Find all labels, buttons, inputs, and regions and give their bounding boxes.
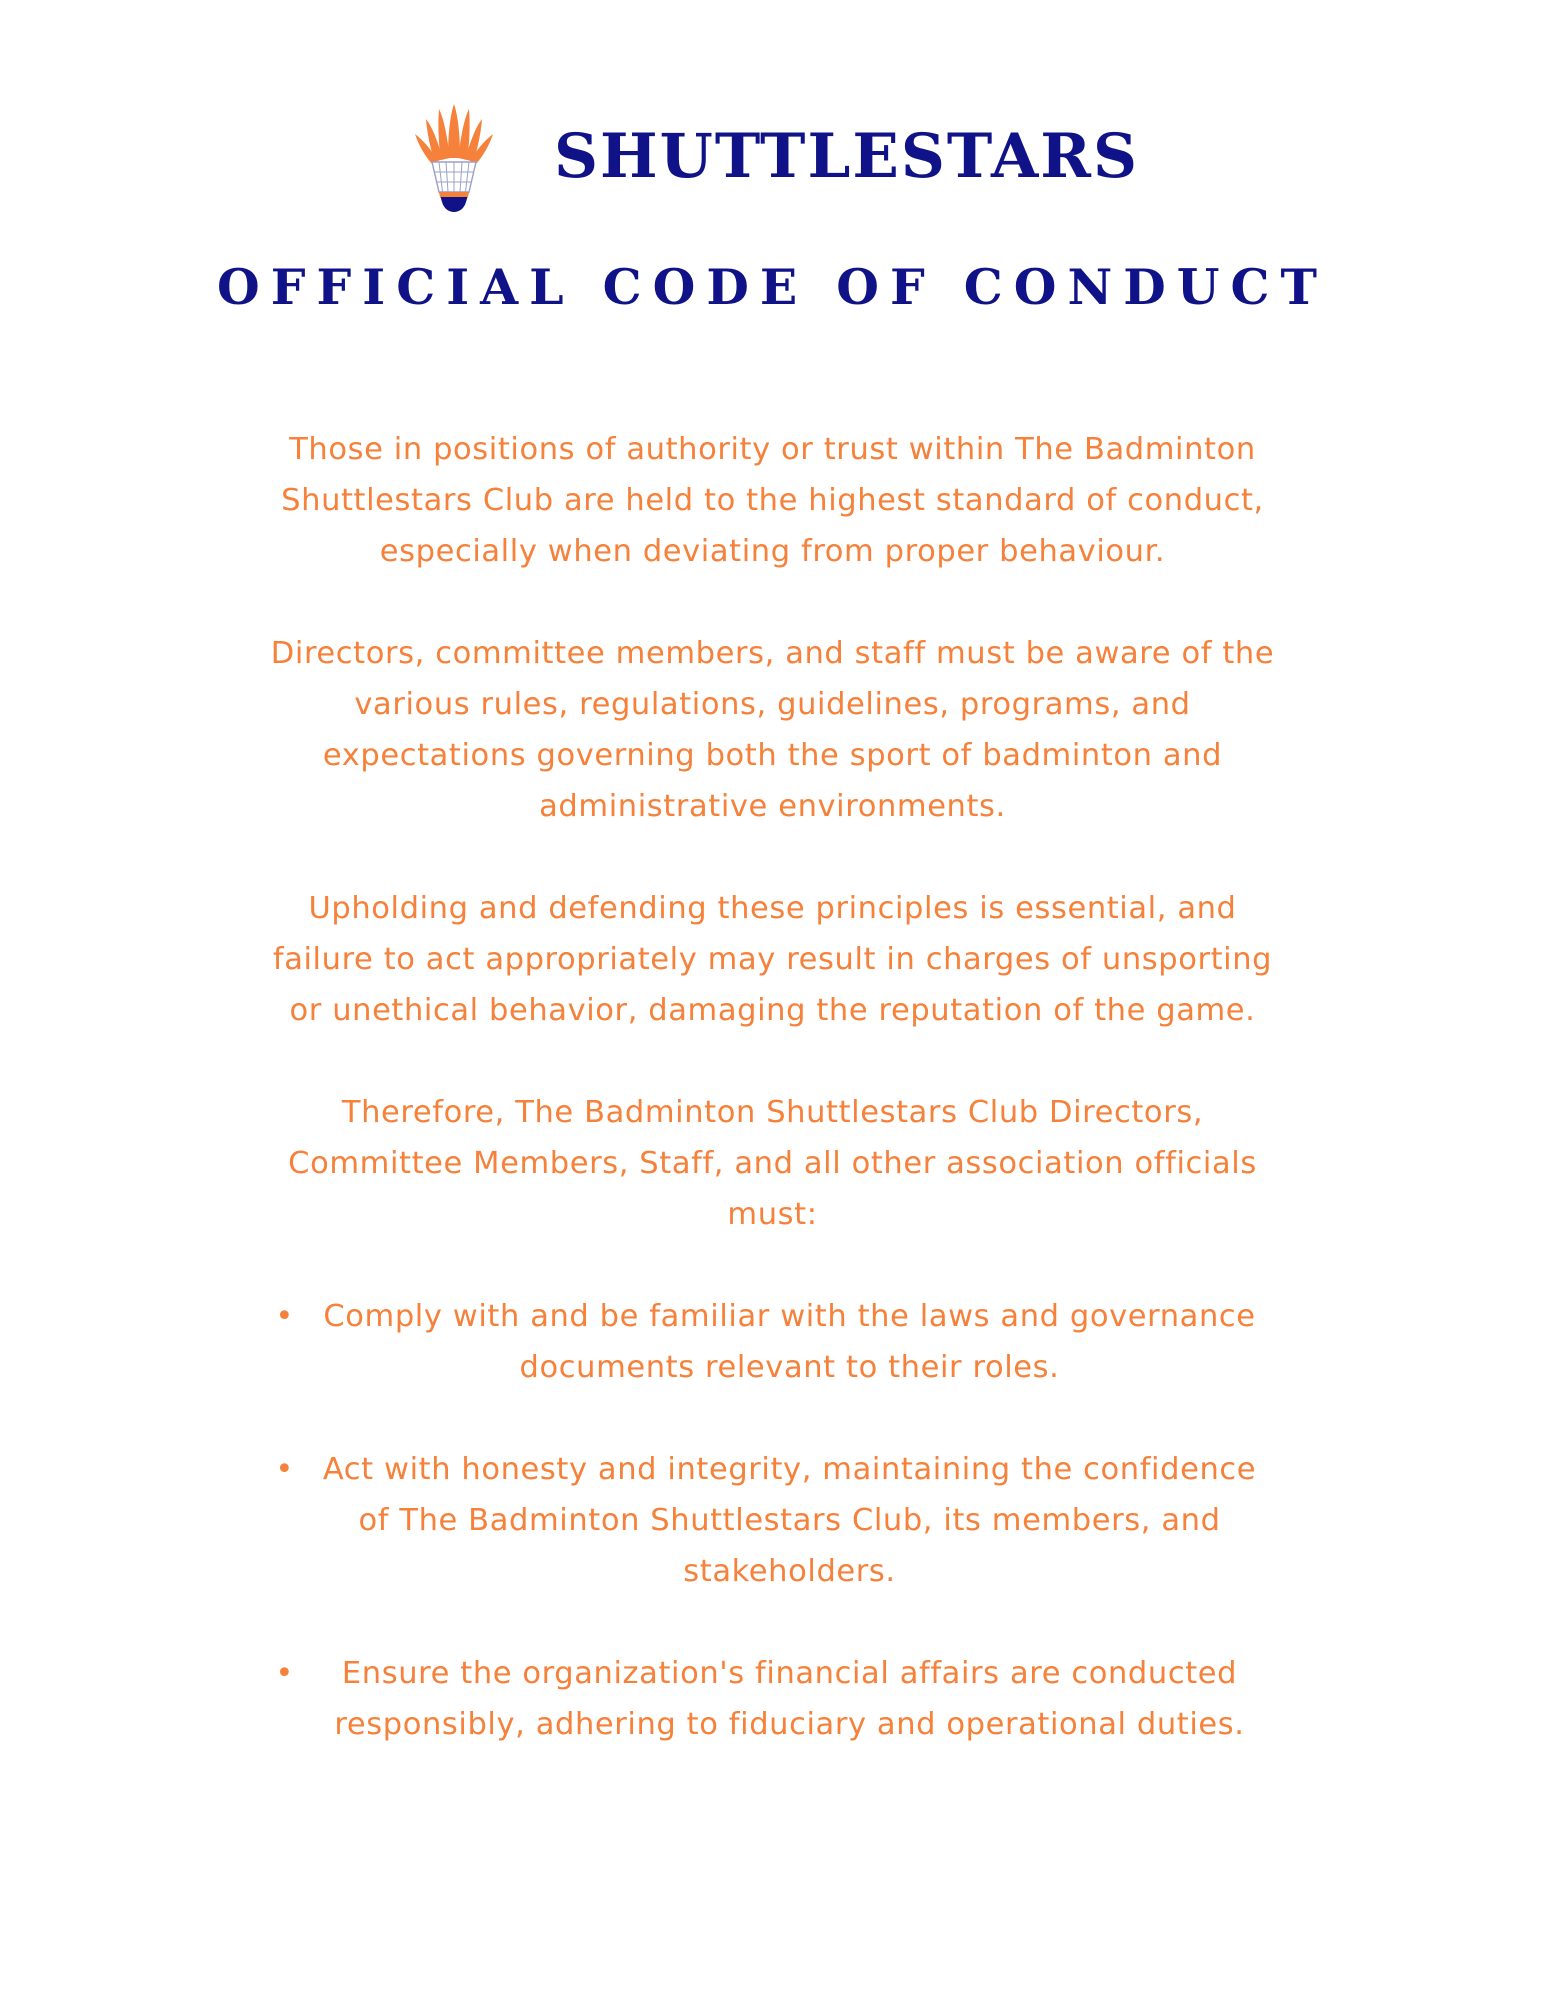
list-item xyxy=(258,1444,1288,1597)
list-item-text: Act with honesty and integrity, maintaining the confidence of The Badminton Shuttlestars Club, its members, and stakeholders. xyxy=(322,1452,1257,1589)
page-title: OFFICIAL CODE OF CONDUCT xyxy=(217,258,1328,316)
document-body xyxy=(258,316,1288,1860)
obligations-list xyxy=(258,1291,1288,1750)
list-item xyxy=(258,1648,1288,1750)
list-item-text: Ensure the organization's financial affairs are conducted responsibly, adhering to fiduciary and operational duties. xyxy=(334,1656,1245,1742)
bullet-icon: • xyxy=(275,1452,294,1487)
paragraph: Those in positions of authority or trust within The Badminton Shuttlestars Club are held to the highest standard of conduct, especially when deviating from proper behaviour. xyxy=(281,432,1264,569)
list-item-text: Comply with and be familiar with the laws and governance documents relevant to their roles. xyxy=(323,1299,1256,1385)
list-item xyxy=(258,1291,1288,1393)
bottom-spacer xyxy=(258,1750,1288,1860)
brand-name: SHUTTLESTARS xyxy=(553,120,1140,192)
paragraph: Directors, committee members, and staff must be aware of the various rules, regulations, guidelines, programs, and expectations governing both the sport of badminton and administrative environments. xyxy=(270,636,1275,824)
shuttlecock-icon xyxy=(406,96,502,216)
brand-row xyxy=(0,96,1545,216)
paragraph: Therefore, The Badminton Shuttlestars Club Directors, Committee Members, Staff, and all other association officials must: xyxy=(288,1095,1257,1232)
bullet-icon: • xyxy=(275,1299,294,1334)
document-header xyxy=(0,0,1545,316)
paragraph: Upholding and defending these principles is essential, and failure to act appropriately may result in charges of unsporting or unethical behavior, damaging the reputation of the game. xyxy=(272,891,1273,1028)
bullet-icon: • xyxy=(275,1656,294,1691)
